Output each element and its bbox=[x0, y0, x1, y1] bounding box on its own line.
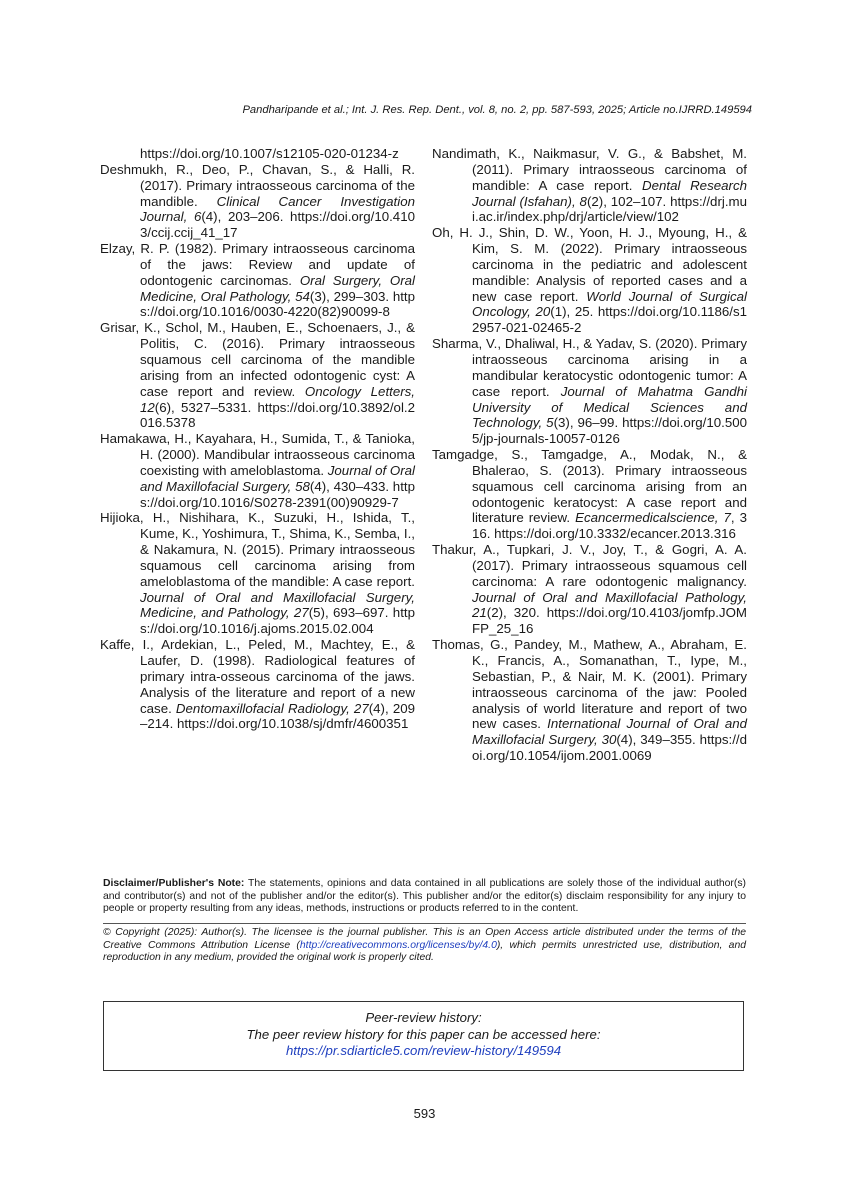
peer-review-box bbox=[103, 1001, 744, 1071]
references-right-column bbox=[432, 146, 747, 764]
peer-review-text: The peer review history for this paper can be accessed here: bbox=[246, 1026, 601, 1042]
reference-item: Nandimath, K., Naikmasur, V. G., & Babshet, M. (2011). Primary intraosseous carcinoma of mandible: A case report. Dental Research Journal (Isfahan), 8(2), 102–107. https://drj.mui.ac.ir/index.php/drj/article/view/102 bbox=[432, 146, 747, 225]
reference-item: Hijioka, H., Nishihara, K., Suzuki, H., Ishida, T., Kume, K., Yoshimura, T., Shima, K., Semba, I., & Nakamura, N. (2015). Primary intraosseous squamous cell carcinoma arising from ameloblastoma of the mandible: A case report. Journal of Oral and Maxillofacial Surgery, Medicine, and Pathology, 27(5), 693–697. https://doi.org/10.1016/j.ajoms.2015.02.004 bbox=[100, 510, 415, 637]
license-link[interactable]: http://creativecommons.org/licenses/by/4.0 bbox=[299, 939, 497, 951]
reference-item: Thomas, G., Pandey, M., Mathew, A., Abraham, E. K., Francis, A., Somanathan, T., Iype, M., Sebastian, P., & Nair, M. K. (2001). Primary intraosseous carcinoma of the jaw: Pooled analysis of world literature and report of two new cases. International Journal of Oral and Maxillofacial Surgery, 30(4), 349–355. https://doi.org/10.1054/ijom.2001.0069 bbox=[432, 637, 747, 764]
divider bbox=[103, 923, 746, 924]
reference-item: Deshmukh, R., Deo, P., Chavan, S., & Halli, R. (2017). Primary intraosseous carcinoma of the mandible. Clinical Cancer Investigation Journal, 6(4), 203–206. https://doi.org/10.4103/ccij.ccij_41_17 bbox=[100, 161, 415, 241]
reference-item: Sharma, V., Dhaliwal, H., & Yadav, S. (2020). Primary intraosseous carcinoma arising in a mandibular keratocystic odontogenic tumor: A case report. Journal of Mahatma Gandhi University of Medical Sciences and Technology, 5(3), 96–99. https://doi.org/10.5005/jp-journals-10057-0126 bbox=[432, 336, 748, 447]
references-left-column bbox=[100, 146, 415, 732]
reference-item: Oh, H. J., Shin, D. W., Yoon, H. J., Myoung, H., & Kim, S. M. (2022). Primary intraosseous carcinoma in the pediatric and adolescent mandible: Analysis of reported cases and a new case report. World Journal of Surgical Oncology, 20(1), 25. https://doi.org/10.1186/s12957-021-02465-2 bbox=[432, 225, 748, 336]
reference-item: Hamakawa, H., Kayahara, H., Sumida, T., & Tanioka, H. (2000). Mandibular intraosseous carcinoma coexisting with ameloblastoma. Journal of Oral and Maxillofacial Surgery, 58(4), 430–433. https://doi.org/10.1016/S0278-2391(00)90929-7 bbox=[100, 431, 415, 510]
reference-item: Thakur, A., Tupkari, J. V., Joy, T., & Gogri, A. A. (2017). Primary intraosseous squamous cell carcinoma: A rare odontogenic malignancy. Journal of Oral and Maxillofacial Pathology, 21(2), 320. https://doi.org/10.4103/jomfp.JOMFP_25_16 bbox=[432, 542, 747, 637]
reference-item: Elzay, R. P. (1982). Primary intraosseous carcinoma of the jaws: Review and update of odontogenic carcinomas. Oral Surgery, Oral Medicine, Oral Pathology, 54(3), 299–303. https://doi.org/10.1016/0030-4220(82)90099-8 bbox=[100, 241, 416, 320]
reference-item: Tamgadge, S., Tamgadge, A., Modak, N., & Bhalerao, S. (2013). Primary intraosseous squamous cell carcinoma arising from an odontogenic keratocyst: A case report and literature review. Ecancermedicalscience, 7, 316. https://doi.org/10.3332/ecancer.2013.316 bbox=[432, 447, 747, 542]
reference-continuation: https://doi.org/10.1007/s12105-020-01234-z bbox=[140, 146, 399, 161]
reference-item: Kaffe, I., Ardekian, L., Peled, M., Machtey, E., & Laufer, D. (1998). Radiological features of primary intra-osseous carcinoma of the jaws. Analysis of the literature and report of a new case. Dentomaxillofacial Radiology, 27(4), 209–214. https://doi.org/10.1038/sj/dmfr/4600351 bbox=[100, 637, 416, 732]
publisher-disclaimer bbox=[103, 878, 746, 916]
peer-review-title: Peer-review history: bbox=[365, 1010, 482, 1025]
peer-review-link[interactable]: https://pr.sdiarticle5.com/review-history/149594 bbox=[285, 1043, 562, 1058]
copyright-notice: © Copyright (2025): Author(s). The licensee is the journal publisher. This is an Open Access article distributed under the terms of the Creative Commons Attribution License (http://creativecommons.org/licenses/by/4.0), which permits unrestricted use, distribution, and reproduction in any medium, provided the original work is properly cited. bbox=[103, 927, 746, 964]
running-head: Pandharipande et al.; Int. J. Res. Rep. Dent., vol. 8, no. 2, pp. 587-593, 2025; Article no.IJRRD.149594 bbox=[242, 104, 752, 116]
page-number: 593 bbox=[413, 1106, 436, 1121]
disclaimer-label: Disclaimer/Publisher's Note: bbox=[103, 878, 245, 889]
reference-item: Grisar, K., Schol, M., Hauben, E., Schoenaers, J., & Politis, C. (2016). Primary intraosseous squamous cell carcinoma of the mandible arising from an infected odontogenic cyst: A case report and review. Oncology Letters, 12(6), 5327–5331. https://doi.org/10.3892/ol.2016.5378 bbox=[100, 320, 415, 431]
disclaimer-text: The statements, opinions and data contained in all publications are solely those of the individual author(s) and contributor(s) and not of the publisher and/or the editor(s). This publisher and/or the editor(s) disclaim responsibility for any injury to people or property resulting from any ideas, methods, instructions or products referred to in the content. bbox=[103, 878, 746, 914]
